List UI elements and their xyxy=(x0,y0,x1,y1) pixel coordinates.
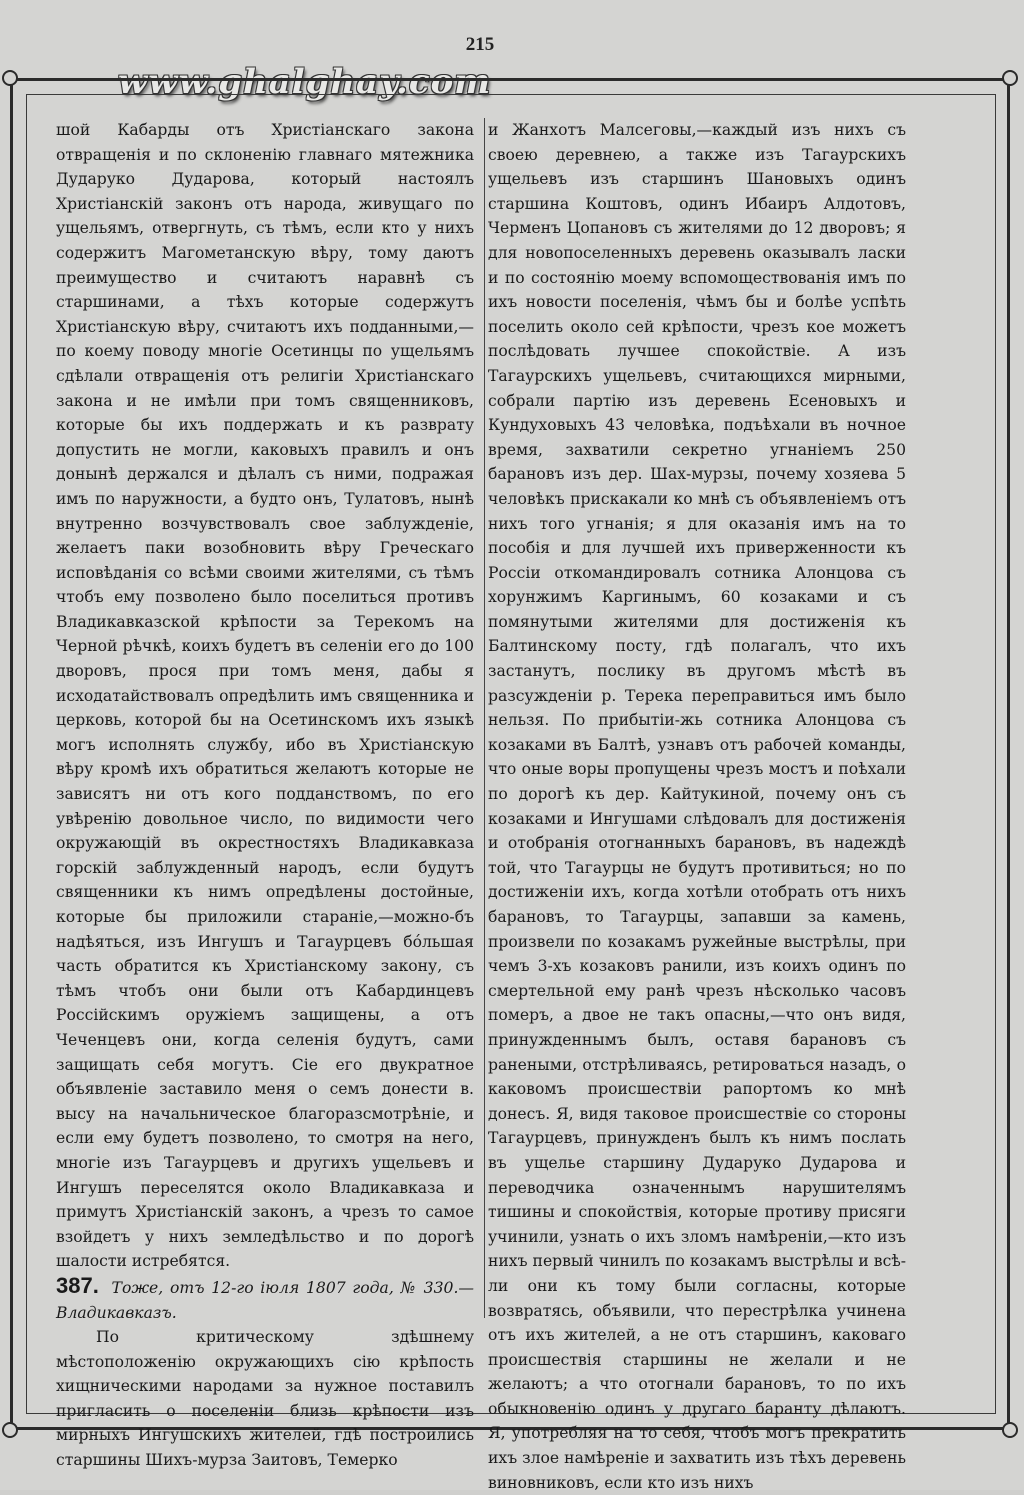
page-number: 215 xyxy=(465,34,495,55)
document-header-text: Тоже, отъ 12-го іюля 1807 года, № 330.— Владикавказъ. xyxy=(56,1278,474,1322)
left-column xyxy=(56,118,474,1473)
column-divider xyxy=(484,118,485,1318)
corner-ornament-icon xyxy=(2,70,18,86)
left-paragraph-2: По критическому здѣшнему мѣстоположенію окружающихъ сію крѣпость хищническими народами за нужное поставилъ пригласить о поселеніи близь крѣпости изъ мирныхъ Ингушскихъ жителей, гдѣ построились старшины Шихъ-мурза Заитовъ, Темерко xyxy=(56,1328,474,1470)
corner-ornament-icon xyxy=(1002,1422,1018,1438)
corner-ornament-icon xyxy=(1002,70,1018,86)
document-header xyxy=(56,1274,474,1325)
watermark-text: www.ghalghay.com xyxy=(118,62,492,102)
corner-ornament-icon xyxy=(2,1422,18,1438)
left-paragraph-1: шой Кабарды отъ Христіанскаго закона отвращенія и по склоненію главнаго мятежника Дударуко Дударова, который настоялъ Христіанскій законъ отъ народа, живущаго по ущельямъ, отвергнуть, съ тѣмъ, если кто у нихъ содержитъ Магометанскую вѣру, тому даютъ преимущество и считаютъ наравнѣ съ старшинами, а тѣхъ которые содержутъ Христіанскую вѣру, считаютъ ихъ подданными,—по коему поводу многіе Осетинцы по ущельямъ сдѣлали отвращенія отъ религіи Христіанскаго закона и не имѣли при томъ священниковъ, которые бы ихъ поддержать и къ разврату допустить не могли, каковыхъ правилъ и онъ донынѣ держался и дѣлалъ съ ними, подражая имъ по наружности, а будто онъ, Тулатовъ, нынѣ внутренно возчувствовалъ свое заблужденіе, желаетъ паки возобновить вѣру Греческаго исповѣданія со всѣми своими жителями, съ тѣмъ чтобъ ему позволено было поселиться противъ Владикавказской крѣпости за Терекомъ на Черной рѣчкѣ, коихъ будетъ въ селеніи его до 100 дворовъ, прося при томъ меня, дабы я исходатайствовалъ опредѣлить имъ священника и церковь, которой бы на Осетинскомъ ихъ языкѣ могъ исполнять службу, ибо въ Христіанскую вѣру кромѣ ихъ обратиться желаютъ которые не зависятъ ни отъ кого подданствомъ, по его увѣренію довольное число, по видимости чего окружающій въ окрестностяхъ Владикавказа горскій заблужденный народъ, если будутъ священники къ нимъ опредѣлены достойные, которые бы приложили стараніе,—можно-бъ надѣяться, изъ Ингушъ и Тагаурцевъ бо́льшая часть обратится къ Христіанскому закону, съ тѣмъ чтобъ они были отъ Кабардинцевъ Россійскимъ оружіемъ защищены, а отъ Чеченцевъ они, когда селенія будутъ, сами защищать себя могутъ. Сіе его двукратное объявленіе заставило меня о семъ донести в. высу на начальническое благоразсмотрѣніе, и если ему будетъ позволено, то смотря на него, многіе изъ Тагаурцевъ и другихъ ущельевъ и Ингушъ переселятся около Владикавказа и примутъ Христіанскій законъ, а чрезъ то самое взойдетъ у нихъ земледѣльство и по дорогѣ шалости истребятся. xyxy=(56,121,474,1271)
document-number: 387. xyxy=(56,1272,99,1298)
right-column xyxy=(488,118,906,1495)
right-paragraph-1: и Жанхотъ Малсеговы,—каждый изъ нихъ съ своею деревнею, а также изъ Тагаурскихъ ущельевъ изъ старшинъ Шановыхъ одинъ старшина Коштовъ, одинъ Ибаиръ Алдотовъ, Черменъ Цопановъ съ жителями до 12 дворовъ; я для новопоселенныхъ деревень оказывалъ ласки и по состоянію моему вспомоществованія имъ по ихъ новости поселенія, чѣмъ бы и болѣе успѣть поселить около сей крѣпости, чрезъ кое можетъ послѣдовать лучшее спокойствіе. А изъ Тагаурскихъ ущельевъ, считающихся мирными, собрали партію изъ деревень Есеновыхъ и Кундуховыхъ 43 человѣка, подъѣхали въ ночное время, захватили секретно угнаніемъ 250 барановъ изъ дер. Шах-мурзы, почему хозяева 5 человѣкъ прискакали ко мнѣ съ объявленіемъ отъ нихъ того угнанія; я для оказанія имъ на то пособія и для лучшей ихъ приверженности къ Россіи откомандировалъ сотника Алонцова съ хорунжимъ Каргинымъ, 60 козаками и съ помянутыми жителями для достиженія къ Балтинскому посту, гдѣ полагалъ, что ихъ застанутъ, послику въ другомъ мѣстѣ въ разсужденіи р. Терека переправиться имъ было нельзя. По прибытіи-жь сотника Алонцова съ козаками въ Балтѣ, узнавъ отъ рабочей команды, что оные воры пропущены чрезъ мостъ и поѣхали по дорогѣ къ дер. Кайтукиной, почему онъ съ козаками и Ингушами слѣдовалъ для достиженія и отобранія отогнанныхъ барановъ, въ надеждѣ той, что Тагаурцы не будутъ противиться; но по достиженіи ихъ, когда хотѣли отобрать отъ нихъ барановъ, то Тагаурцы, запавши за камень, произвели по козакамъ ружейные выстрѣлы, при чемъ 3-хъ козаковъ ранили, изъ коихъ одинъ по смертельной ему ранѣ чрезъ нѣсколько часовъ померъ, а двое не такъ опасны,—что онъ видя, принужденнымъ былъ, оставя барановъ съ ранеными, отстрѣливаясь, ретироваться назадъ, о каковомъ происшествіи рапортомъ ко мнѣ донесъ. Я, видя таковое происшествіе со стороны Тагаурцевъ, принужденъ былъ къ нимъ послать въ ущелье старшину Дударуко Дударова и переводчика означеннымъ нарушителямъ тишины и спокойствія, которые противу присяги учинили, узнать о ихъ зломъ намѣреніи,—кто изъ нихъ первый чинилъ по козакамъ выстрѣлы и всѣ-ли они къ тому были согласны, которые возвратясь, объявили, что перестрѣлка учинена отъ ихъ жителей, а не отъ старшинъ, каковаго происшествія старшины не желали и не желаютъ; а что отогнали барановъ, то по ихъ обыкновенію одинъ у другаго баранту дѣлаютъ. Я, употребляя на то себя, чтобъ могъ прекратить ихъ злое намѣреніе и захватить изъ тѣхъ деревень виновниковъ, если кто изъ нихъ xyxy=(488,121,906,1492)
